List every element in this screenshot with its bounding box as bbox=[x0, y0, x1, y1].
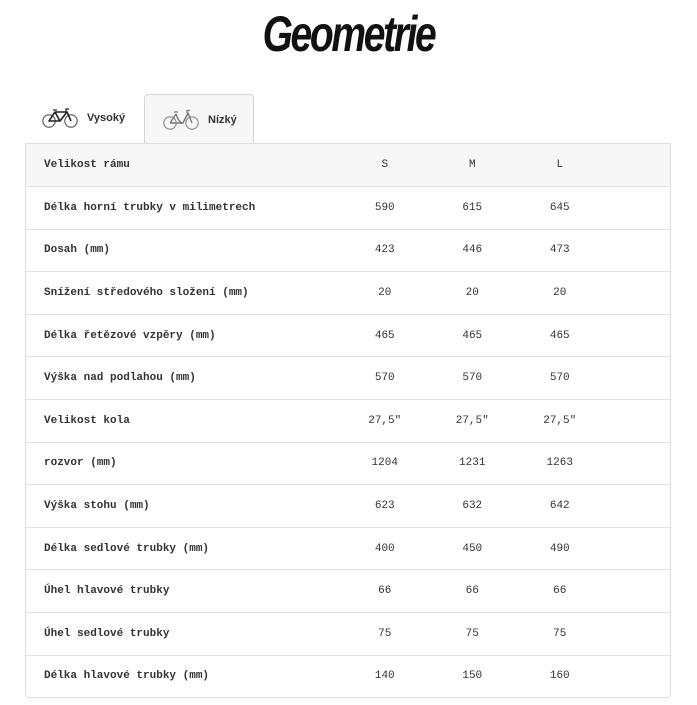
value-size-l: 570 bbox=[549, 372, 570, 385]
value-size-l: 66 bbox=[553, 585, 567, 598]
frame-type-tabs bbox=[26, 94, 672, 144]
value-size-m: 20 bbox=[465, 286, 479, 299]
value-size-l: 490 bbox=[549, 542, 570, 555]
value-size-s: 75 bbox=[378, 627, 392, 640]
value-size-m: 1231 bbox=[459, 457, 486, 470]
frame-size-header: Velikost rámu bbox=[44, 159, 130, 171]
table-row bbox=[26, 356, 670, 399]
row-label: Délka řetězové vzpěry (mm) bbox=[44, 329, 216, 342]
value-size-l: 27,5" bbox=[543, 414, 577, 427]
row-label: Délka horní trubky v milimetrech bbox=[44, 201, 256, 214]
table-row bbox=[26, 527, 670, 570]
value-size-s: 1204 bbox=[371, 457, 398, 470]
value-size-s: 400 bbox=[374, 542, 395, 555]
value-size-l: 20 bbox=[553, 286, 567, 299]
row-label: Délka sedlové trubky (mm) bbox=[44, 542, 210, 555]
value-size-m: 615 bbox=[462, 201, 483, 214]
table-row bbox=[26, 271, 670, 314]
value-size-l: 465 bbox=[549, 329, 570, 342]
value-size-s: 27,5" bbox=[368, 414, 402, 427]
value-size-m: 66 bbox=[465, 585, 479, 598]
row-label: Délka hlavové trubky (mm) bbox=[44, 670, 210, 683]
table-row bbox=[26, 612, 670, 655]
table-row bbox=[26, 655, 670, 698]
value-size-l: 75 bbox=[553, 627, 567, 640]
value-size-m: 75 bbox=[465, 627, 479, 640]
row-label: Úhel hlavové trubky bbox=[44, 585, 170, 598]
value-size-s: 140 bbox=[374, 670, 395, 683]
value-size-l: 160 bbox=[549, 670, 570, 683]
value-size-s: 423 bbox=[374, 244, 395, 257]
table-row bbox=[26, 229, 670, 272]
tab-high-frame[interactable] bbox=[26, 94, 144, 142]
tab-low-label: Nízký bbox=[208, 113, 237, 126]
value-size-s: 623 bbox=[374, 499, 395, 512]
tab-high-label: Vysoký bbox=[87, 112, 126, 124]
geometry-table bbox=[25, 143, 671, 698]
table-header-row bbox=[26, 144, 670, 186]
value-size-m: 632 bbox=[462, 499, 483, 512]
table-row bbox=[26, 186, 670, 229]
value-size-m: 150 bbox=[462, 670, 483, 683]
table-row bbox=[26, 314, 670, 357]
row-label: Velikost kola bbox=[44, 414, 130, 427]
value-size-l: 473 bbox=[549, 244, 570, 257]
table-row bbox=[26, 569, 670, 612]
value-size-m: 570 bbox=[462, 372, 483, 385]
value-size-s: 465 bbox=[374, 329, 395, 342]
value-size-m: 450 bbox=[462, 542, 483, 555]
size-l-header: L bbox=[556, 159, 564, 171]
value-size-s: 20 bbox=[378, 286, 392, 299]
table-row bbox=[26, 442, 670, 485]
row-label: rozvor (mm) bbox=[44, 457, 117, 470]
value-size-s: 66 bbox=[378, 585, 392, 598]
size-s-header: S bbox=[381, 159, 389, 171]
value-size-m: 465 bbox=[462, 329, 483, 342]
row-label: Úhel sedlové trubky bbox=[44, 627, 170, 640]
value-size-s: 570 bbox=[374, 372, 395, 385]
value-size-s: 590 bbox=[374, 201, 395, 214]
value-size-l: 1263 bbox=[546, 457, 573, 470]
bike-high-frame-icon bbox=[42, 107, 78, 129]
tab-low-frame[interactable] bbox=[144, 94, 254, 144]
value-size-m: 27,5" bbox=[455, 414, 489, 427]
table-row bbox=[26, 484, 670, 527]
size-m-header: M bbox=[468, 159, 476, 171]
row-label: Dosah (mm) bbox=[44, 244, 111, 257]
value-size-l: 642 bbox=[549, 499, 570, 512]
value-size-l: 645 bbox=[549, 201, 570, 214]
row-label: Snížení středového složení (mm) bbox=[44, 286, 249, 299]
table-row bbox=[26, 399, 670, 442]
bike-low-frame-icon bbox=[163, 109, 199, 131]
value-size-m: 446 bbox=[462, 244, 483, 257]
page-title: Geometrie bbox=[262, 6, 435, 62]
row-label: Výška nad podlahou (mm) bbox=[44, 372, 196, 385]
row-label: Výška stohu (mm) bbox=[44, 499, 150, 512]
